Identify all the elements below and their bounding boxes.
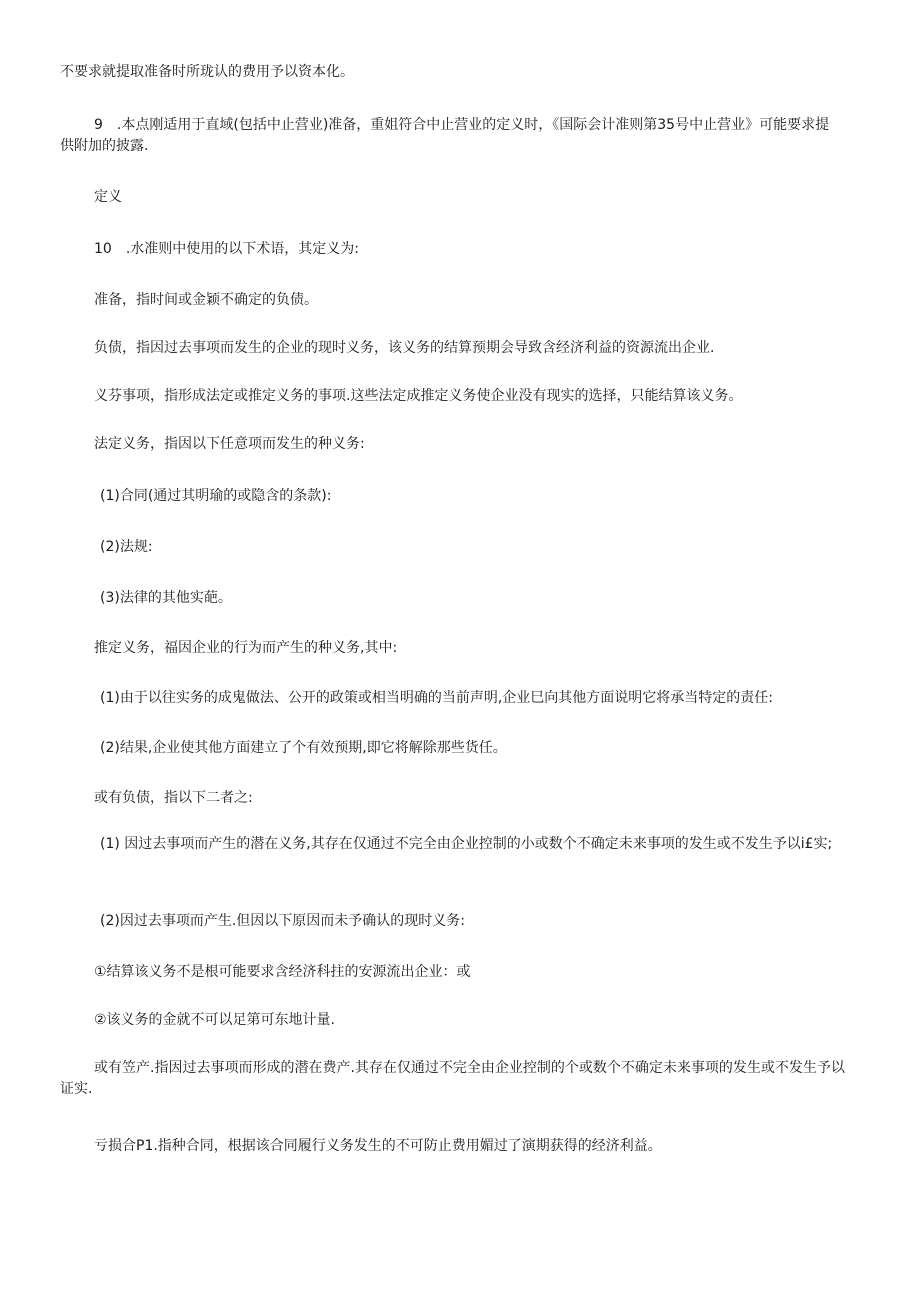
definition-contingent-liability: 或有负债，指以下二者之: [94, 790, 253, 806]
definition-legal-obligation: 法定义务，指因以下任意项而发生的种义务: [94, 436, 365, 452]
paragraph-capitalization: 不要求就提取准备时所珑认的费用予以资本化。 [60, 64, 354, 80]
paragraph-9-disclosure: 9 .本点刚适用于直域(包括中止营业)准备，重姐符合中止营业的定义时，《国际会计准则第35号中止营业》可能要求提供附加的披露. [60, 117, 830, 154]
legal-obligation-item-3: (3)法律的其他实葩。 [100, 590, 232, 606]
definition-onerous-contract: 亏损合P1.指种合同，根据该合同履行义务发生的不可防止费用媚过了演期获得的经济利益。 [94, 1138, 662, 1154]
legal-obligation-item-1: (1)合同(通过其明瑜的或隐含的条款): [100, 488, 332, 504]
definition-provision: 准备，指时间或金颖不确定的负债。 [94, 292, 318, 308]
section-heading-definitions: 定义 [94, 189, 122, 205]
constructive-obligation-item-2: (2)结果,企业使其他方面建立了个有效预期,即它将解除那些货任。 [100, 740, 507, 756]
contingent-liability-item-2: (2)因过去事项而产生.但因以下原因而未予确认的现时义务: [100, 913, 465, 929]
legal-obligation-item-2: (2)法规: [100, 539, 153, 555]
constructive-obligation-item-1: (1)由于以往实务的成鬼做法、公开的政策或相当明确的当前声明,企业巳向其他方面说明它将承当特定的责任: [100, 690, 773, 706]
contingent-liability-sub-1: ①结算该义务不是根可能要求含经济科拄的安源流出企业：或 [94, 964, 471, 980]
definition-constructive-obligation: 推定义务，福因企业的行为而产生的种义务,其中: [94, 640, 398, 656]
paragraph-10-terms: 10 .水准则中使用的以下术语，其定义为: [94, 241, 359, 257]
contingent-liability-sub-2: ②该义务的金就不可以足第可东地计量. [94, 1012, 335, 1028]
definition-obligating-event: 义芬事项，指形成法定或推定义务的事项.这些法定成推定义务使企业没有现实的选择，只能结算该义务。 [94, 388, 743, 404]
definition-contingent-asset: 或有笠产.指因过去事项而形成的潜在费产.其存在仅通过不完全由企业控制的个或数个不确定未来事项的发生或不发生予以证实. [60, 1060, 845, 1097]
contingent-liability-item-1: (1) 因过去事项而产生的潜在义务,其存在仅通过不完全由企业控制的小或数个不确定未来事项的发生或不发生予以i£实; [100, 836, 833, 852]
definition-liability: 负债，指因过去事项而发生的企业的现时义务，该义务的结算预期会导致含经济利益的资源流出企业. [94, 340, 715, 356]
